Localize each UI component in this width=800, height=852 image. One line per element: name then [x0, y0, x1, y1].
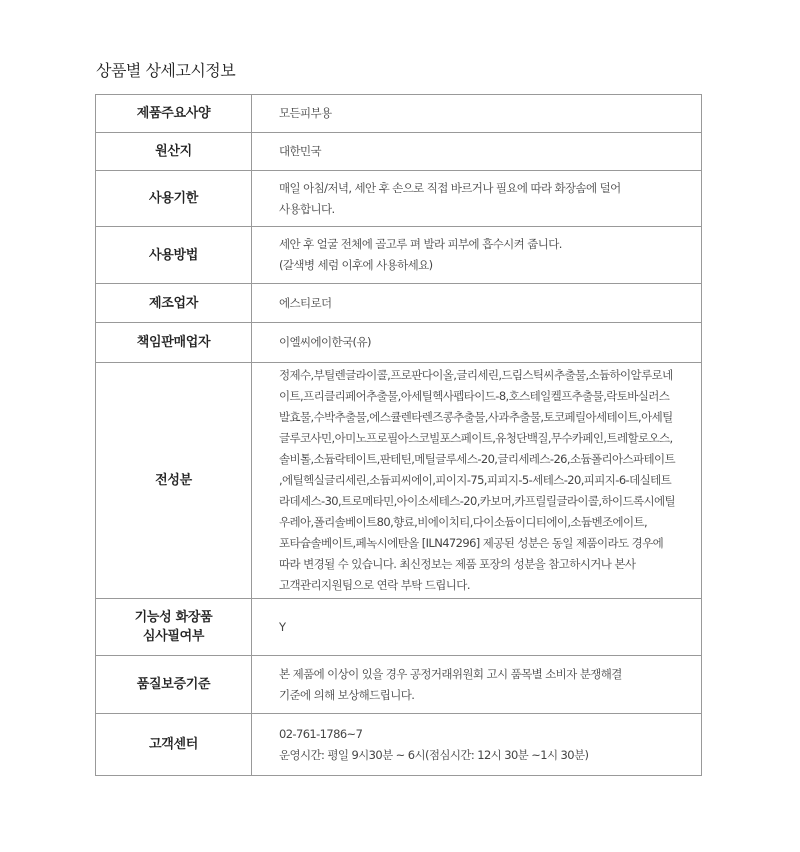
- page-title: 상품별 상세고시정보: [96, 61, 236, 80]
- row-value-customer-center: 02-761-1786~7 운영시간: 평일 9시30분 ~ 6시(점심시간: 12시 30분 ~1시 30분): [252, 714, 702, 776]
- row-value-quality: 본 제품에 이상이 있을 경우 공정거래위원회 고시 품목별 소비자 분쟁해결 기준에 의해 보상해드립니다.: [252, 656, 702, 714]
- table-row: [96, 599, 702, 656]
- row-value-functional-cosmetic: Y: [252, 599, 702, 656]
- table-row: [96, 171, 702, 227]
- row-value-expiry: 매일 아침/저녁, 세안 후 손으로 직접 바르거나 필요에 따라 화장솜에 덜어 사용합니다.: [252, 171, 702, 227]
- table-row: [96, 714, 702, 776]
- row-label-usage: 사용방법: [96, 227, 252, 284]
- table-row: [96, 227, 702, 284]
- row-label-expiry: 사용기한: [96, 171, 252, 227]
- row-label-ingredients: 전성분: [96, 363, 252, 599]
- row-label-spec: 제품주요사양: [96, 95, 252, 133]
- row-value-seller: 이엘씨에이한국(유): [252, 323, 702, 363]
- table-row: [96, 284, 702, 323]
- table-row: [96, 656, 702, 714]
- row-label-origin: 원산지: [96, 133, 252, 171]
- row-label-manufacturer: 제조업자: [96, 284, 252, 323]
- table-row: [96, 323, 702, 363]
- table-row: [96, 133, 702, 171]
- row-label-functional-cosmetic: 기능성 화장품 심사필여부: [96, 599, 252, 656]
- row-value-usage: 세안 후 얼굴 전체에 골고루 펴 발라 피부에 흡수시켜 줍니다. (갈색병 세럼 이후에 사용하세요): [252, 227, 702, 284]
- row-value-manufacturer: 에스티로더: [252, 284, 702, 323]
- row-value-origin: 대한민국: [252, 133, 702, 171]
- row-value-ingredients: 정제수,부틸렌글라이콜,프로판다이올,글리세린,드림스틱씨추출물,소듐하이알루로네 이트,프리클리페어추출물,아세틸헥사펩타이드-8,호스테일켈프추출물,락토바실러스 발효물,수박추출물,에스큘렌타렌즈콩추출물,사과추출물,토코페릴아세테이트,아세틸 글루코사민,아미노프로필아스코빌포스페이트,유청단백질,무수카페인,트레할로오스, 솔비톨,소듐락테이트,판테틴,메틸글루세스-20,글리세레스-26,소듐폴리아스파테이트 ,에틸헥실글리세린,소듐피씨에이,피이지-75,피피지-5-세테스-20,피피지-6-데실테트 라데세스-30,트로메타민,아이소세테스-20,카보머,카프릴릴글라이콜,하이드록시에틸 우레아,폴리솔베이트80,향료,비에이치티,다이소듐이디티에이,소듐벤조에이트, 포타슘솔베이트,페녹시에탄올 [ILN47296] 제공된 성분은 동일 제품이라도 경우에 따라 변경될 수 있습니다. 최신정보는 제품 포장의 성분을 참고하시거나 본사 고객관리지원팀으로 연락 부탁 드립니다.: [252, 363, 702, 599]
- row-label-quality: 품질보증기준: [96, 656, 252, 714]
- row-value-spec: 모든피부용: [252, 95, 702, 133]
- table-row: [96, 363, 702, 599]
- product-info-table: [95, 94, 702, 776]
- row-label-seller: 책임판매업자: [96, 323, 252, 363]
- table-row: [96, 95, 702, 133]
- row-label-customer-center: 고객센터: [96, 714, 252, 776]
